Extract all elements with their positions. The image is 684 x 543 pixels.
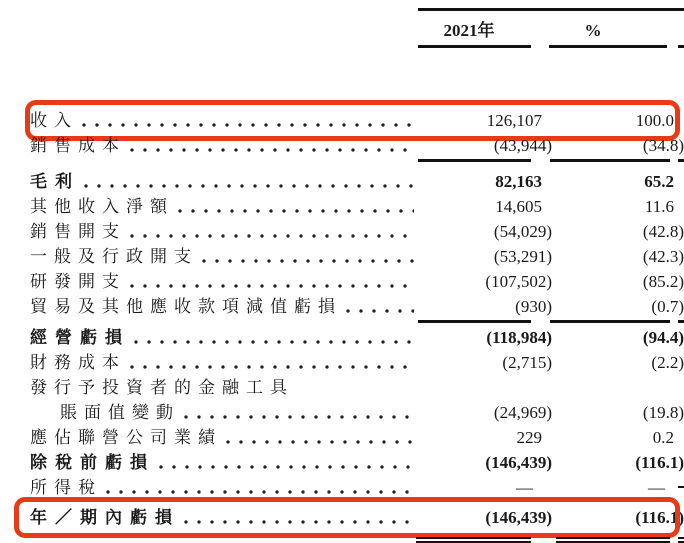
value-percent: —: [648, 478, 665, 497]
row-label: 應佔聯營公司業績: [30, 428, 222, 447]
final-total-double-rule: [416, 537, 531, 539]
table-row: [0, 169, 684, 194]
cutoff-column-tick: [678, 320, 684, 323]
dot-leader: [202, 244, 414, 269]
table-row: [0, 350, 684, 375]
row-label: 貿易及其他應收款項減值虧損: [30, 297, 342, 316]
table-row: [0, 375, 684, 400]
row-label: 除稅前虧損: [30, 453, 155, 472]
dot-leader: [178, 194, 414, 219]
value-2021: 126,107: [486, 111, 542, 130]
dot-leader: [130, 219, 414, 244]
dot-leader: [82, 108, 414, 133]
table-row: [0, 475, 684, 500]
value-percent: (34.8): [642, 136, 684, 155]
value-2021: (2,715): [502, 353, 552, 372]
row-label: 銷售開支: [30, 222, 126, 241]
table-row: [0, 325, 684, 350]
value-percent: (116.1): [635, 508, 684, 527]
table-row: [0, 294, 684, 319]
row-label: 其他收入淨額: [30, 197, 174, 216]
row-label: 研發開支: [30, 272, 126, 291]
row-label: 一般及行政開支: [30, 247, 198, 266]
column-header-2021: 2021年: [443, 21, 495, 40]
final-total-double-rule: [556, 537, 670, 539]
subtotal-rule-row: [0, 158, 684, 164]
value-2021: (118,984): [486, 328, 552, 347]
value-2021: (24,969): [493, 403, 552, 422]
table-row: [0, 505, 684, 530]
table-row: [0, 450, 684, 475]
subtotal-rule-percent: [550, 159, 670, 162]
value-2021: (54,029): [493, 222, 552, 241]
value-percent: (2.2): [651, 353, 684, 372]
subtotal-rule-2021: [418, 320, 531, 323]
value-2021: 82,163: [495, 172, 542, 191]
value-percent: [552, 375, 684, 400]
subtotal-rule-2021: [418, 159, 531, 162]
value-percent: (0.7): [651, 297, 684, 316]
value-2021: —: [516, 478, 533, 497]
table-row: [0, 244, 684, 269]
value-percent: (94.4): [642, 328, 684, 347]
value-percent: (42.8): [642, 222, 684, 241]
dot-leader: [130, 269, 414, 294]
subtotal-rule-percent: [550, 320, 670, 323]
value-2021: (146,439): [485, 508, 552, 527]
value-2021: (53,291): [493, 247, 552, 266]
dot-leader: [159, 450, 414, 475]
value-percent: 0.2: [652, 428, 674, 447]
value-percent: (85.2): [642, 272, 684, 291]
table-row: [0, 425, 684, 450]
header-underline-percent: [549, 45, 667, 48]
cutoff-column-tick: [678, 159, 684, 162]
cutoff-column-tick: [678, 537, 684, 539]
value-percent: 11.6: [644, 197, 674, 216]
value-2021: (930): [515, 297, 552, 316]
dot-leader: [346, 294, 414, 319]
dot-leader: [106, 475, 414, 500]
value-percent: (42.3): [642, 247, 684, 266]
dot-leader: [184, 505, 414, 530]
dot-leader: [130, 350, 414, 375]
value-percent: (116.1): [635, 453, 684, 472]
row-label: 毛利: [30, 172, 80, 191]
dot-leader: [84, 169, 414, 194]
row-label: 財務成本: [30, 353, 126, 372]
value-2021: (43,944): [493, 136, 552, 155]
table-row: [0, 269, 684, 294]
row-label: 銷售成本: [30, 136, 126, 155]
row-label: 收入: [30, 111, 78, 130]
value-2021: (107,502): [485, 272, 552, 291]
table-row: [0, 133, 684, 158]
column-header-percent: %: [584, 21, 602, 40]
value-2021: [422, 375, 552, 400]
header-underline-2021: [418, 45, 531, 48]
dot-leader: [184, 400, 414, 425]
table-row: [0, 400, 684, 425]
value-2021: 14,605: [495, 197, 542, 216]
value-percent: (19.8): [642, 403, 684, 422]
row-label: 經營虧損: [30, 328, 130, 347]
dot-leader: [130, 133, 414, 158]
row-label: 年／期內虧損: [30, 508, 180, 527]
table-row: [0, 108, 684, 133]
table-row: [0, 194, 684, 219]
dot-leader: [226, 425, 414, 450]
value-2021: (146,439): [485, 453, 552, 472]
row-label: 發行予投資者的金融工具: [30, 378, 294, 397]
table-row: [0, 219, 684, 244]
row-label: 賬面值變動: [60, 403, 180, 422]
dot-leader: [134, 325, 414, 350]
value-2021: 229: [516, 428, 542, 447]
value-percent: 65.2: [644, 172, 674, 191]
cutoff-column-tick: [678, 486, 684, 488]
dot-leader: [298, 375, 414, 400]
value-percent: 100.0: [635, 111, 674, 130]
row-label: 所得稅: [30, 478, 102, 497]
cutoff-column-tick: [678, 45, 684, 48]
table-top-rule: [418, 8, 684, 11]
table-body: [0, 108, 684, 530]
